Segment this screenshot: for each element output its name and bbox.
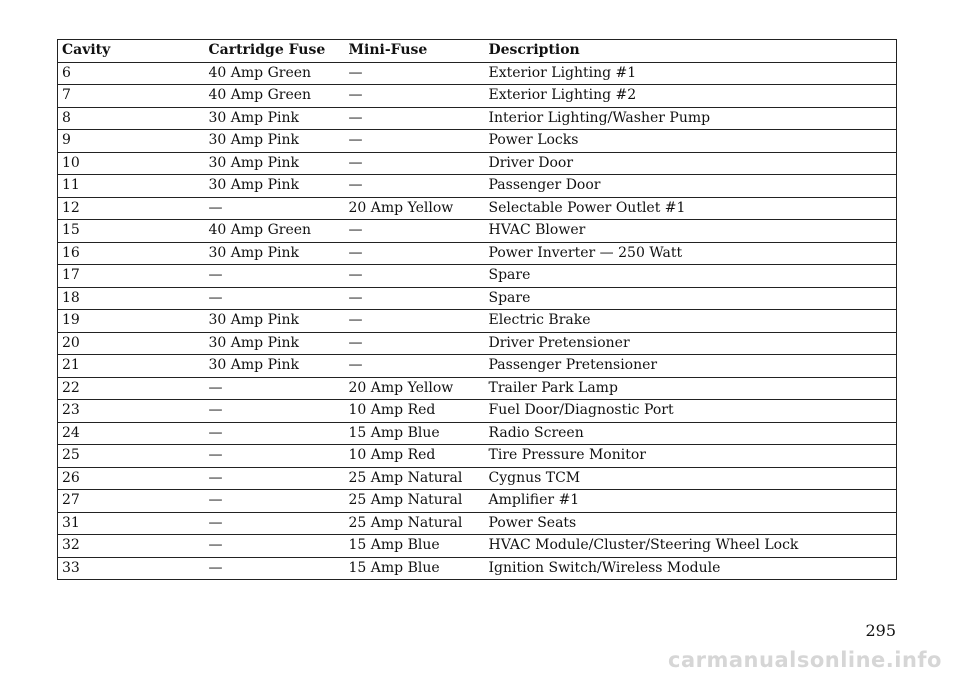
cell-cartridge-fuse: 30 Amp Pink	[205, 310, 345, 333]
fuse-table	[57, 39, 897, 580]
table-row	[58, 130, 897, 153]
cell-description: Passenger Pretensioner	[485, 355, 897, 378]
header-mini-fuse: Mini-Fuse	[345, 40, 485, 63]
table-row	[58, 220, 897, 243]
table-row	[58, 557, 897, 580]
cell-cavity: 9	[58, 130, 205, 153]
table-row	[58, 467, 897, 490]
cell-cavity: 21	[58, 355, 205, 378]
page-number: 295	[865, 621, 896, 640]
table-row	[58, 512, 897, 535]
table-row	[58, 152, 897, 175]
cell-cartridge-fuse: —	[205, 197, 345, 220]
cell-cavity: 11	[58, 175, 205, 198]
cell-cavity: 24	[58, 422, 205, 445]
cell-mini-fuse: 10 Amp Red	[345, 445, 485, 468]
cell-cartridge-fuse: 40 Amp Green	[205, 62, 345, 85]
cell-cavity: 27	[58, 490, 205, 513]
cell-mini-fuse: 15 Amp Blue	[345, 535, 485, 558]
cell-mini-fuse: 25 Amp Natural	[345, 467, 485, 490]
cell-mini-fuse: —	[345, 310, 485, 333]
cell-cartridge-fuse: 30 Amp Pink	[205, 355, 345, 378]
table-row	[58, 265, 897, 288]
cell-cartridge-fuse: —	[205, 490, 345, 513]
cell-description: Trailer Park Lamp	[485, 377, 897, 400]
cell-cartridge-fuse: —	[205, 535, 345, 558]
cell-mini-fuse: 10 Amp Red	[345, 400, 485, 423]
table-body	[58, 62, 897, 580]
cell-mini-fuse: —	[345, 175, 485, 198]
header-description: Description	[485, 40, 897, 63]
cell-cartridge-fuse: —	[205, 512, 345, 535]
cell-cartridge-fuse: —	[205, 422, 345, 445]
table-row	[58, 107, 897, 130]
cell-mini-fuse: —	[345, 62, 485, 85]
cell-cartridge-fuse: 40 Amp Green	[205, 220, 345, 243]
cell-cartridge-fuse: 40 Amp Green	[205, 85, 345, 108]
cell-mini-fuse: —	[345, 332, 485, 355]
table-row	[58, 535, 897, 558]
cell-description: Power Seats	[485, 512, 897, 535]
cell-description: Power Inverter — 250 Watt	[485, 242, 897, 265]
cell-description: Cygnus TCM	[485, 467, 897, 490]
cell-cavity: 19	[58, 310, 205, 333]
cell-cartridge-fuse: —	[205, 467, 345, 490]
table-row	[58, 332, 897, 355]
cell-cartridge-fuse: —	[205, 400, 345, 423]
cell-description: Power Locks	[485, 130, 897, 153]
cell-mini-fuse: —	[345, 287, 485, 310]
cell-description: HVAC Module/Cluster/Steering Wheel Lock	[485, 535, 897, 558]
table-row	[58, 242, 897, 265]
cell-cavity: 10	[58, 152, 205, 175]
cell-mini-fuse: —	[345, 242, 485, 265]
cell-mini-fuse: —	[345, 152, 485, 175]
table-row	[58, 197, 897, 220]
cell-cavity: 8	[58, 107, 205, 130]
cell-cavity: 7	[58, 85, 205, 108]
cell-cavity: 32	[58, 535, 205, 558]
cell-cavity: 12	[58, 197, 205, 220]
cell-cartridge-fuse: 30 Amp Pink	[205, 130, 345, 153]
cell-mini-fuse: —	[345, 130, 485, 153]
cell-description: Spare	[485, 265, 897, 288]
cell-cartridge-fuse: 30 Amp Pink	[205, 332, 345, 355]
cell-mini-fuse: 20 Amp Yellow	[345, 197, 485, 220]
table-row	[58, 445, 897, 468]
cell-cavity: 6	[58, 62, 205, 85]
cell-description: Exterior Lighting #1	[485, 62, 897, 85]
cell-description: Radio Screen	[485, 422, 897, 445]
cell-mini-fuse: 20 Amp Yellow	[345, 377, 485, 400]
table-row	[58, 377, 897, 400]
cell-cavity: 17	[58, 265, 205, 288]
cell-mini-fuse: —	[345, 265, 485, 288]
cell-cartridge-fuse: 30 Amp Pink	[205, 175, 345, 198]
cell-cavity: 22	[58, 377, 205, 400]
table-row	[58, 355, 897, 378]
cell-description: Tire Pressure Monitor	[485, 445, 897, 468]
cell-mini-fuse: —	[345, 107, 485, 130]
cell-cavity: 15	[58, 220, 205, 243]
cell-cavity: 23	[58, 400, 205, 423]
cell-cavity: 20	[58, 332, 205, 355]
cell-description: Driver Pretensioner	[485, 332, 897, 355]
cell-cavity: 26	[58, 467, 205, 490]
cell-description: Ignition Switch/Wireless Module	[485, 557, 897, 580]
cell-cavity: 18	[58, 287, 205, 310]
watermark-logo: carmanualsonline.info	[668, 648, 942, 672]
cell-description: Passenger Door	[485, 175, 897, 198]
cell-mini-fuse: 25 Amp Natural	[345, 512, 485, 535]
cell-description: Fuel Door/Diagnostic Port	[485, 400, 897, 423]
header-cavity: Cavity	[58, 40, 205, 63]
cell-mini-fuse: 15 Amp Blue	[345, 422, 485, 445]
cell-cartridge-fuse: 30 Amp Pink	[205, 152, 345, 175]
table-row	[58, 287, 897, 310]
cell-description: Electric Brake	[485, 310, 897, 333]
cell-cartridge-fuse: —	[205, 377, 345, 400]
cell-description: HVAC Blower	[485, 220, 897, 243]
table-header-row	[58, 40, 897, 63]
cell-description: Selectable Power Outlet #1	[485, 197, 897, 220]
cell-cartridge-fuse: —	[205, 445, 345, 468]
table-row	[58, 400, 897, 423]
table-row	[58, 310, 897, 333]
table-row	[58, 85, 897, 108]
cell-cartridge-fuse: 30 Amp Pink	[205, 107, 345, 130]
cell-description: Spare	[485, 287, 897, 310]
cell-cartridge-fuse: 30 Amp Pink	[205, 242, 345, 265]
cell-mini-fuse: 15 Amp Blue	[345, 557, 485, 580]
cell-cavity: 31	[58, 512, 205, 535]
cell-mini-fuse: 25 Amp Natural	[345, 490, 485, 513]
cell-cartridge-fuse: —	[205, 287, 345, 310]
header-cartridge-fuse: Cartridge Fuse	[205, 40, 345, 63]
table-row	[58, 175, 897, 198]
table-row	[58, 62, 897, 85]
table-row	[58, 490, 897, 513]
cell-description: Amplifier #1	[485, 490, 897, 513]
cell-description: Interior Lighting/Washer Pump	[485, 107, 897, 130]
cell-cartridge-fuse: —	[205, 265, 345, 288]
cell-cartridge-fuse: —	[205, 557, 345, 580]
cell-mini-fuse: —	[345, 220, 485, 243]
cell-cavity: 33	[58, 557, 205, 580]
cell-cavity: 25	[58, 445, 205, 468]
cell-cavity: 16	[58, 242, 205, 265]
cell-mini-fuse: —	[345, 85, 485, 108]
cell-description: Exterior Lighting #2	[485, 85, 897, 108]
cell-description: Driver Door	[485, 152, 897, 175]
table-row	[58, 422, 897, 445]
cell-mini-fuse: —	[345, 355, 485, 378]
